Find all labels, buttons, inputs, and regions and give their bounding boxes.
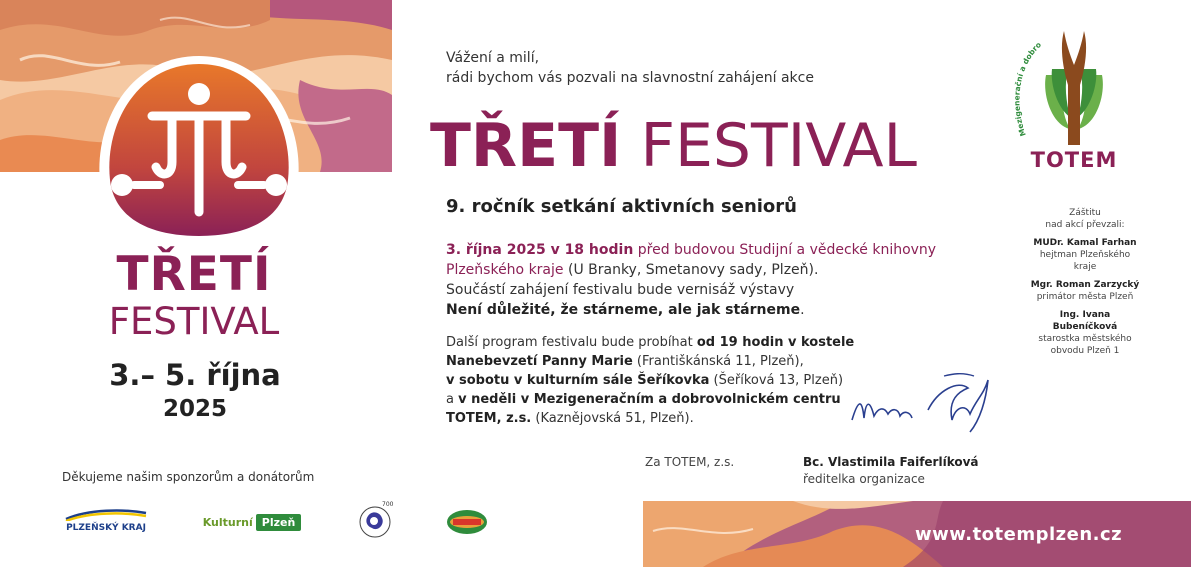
patron-name: Ing. Ivana Bubeníčková (1052, 310, 1118, 332)
kulturni-label: Kulturní (202, 515, 253, 529)
main-title-treti: TŘETÍ (430, 111, 622, 181)
signature-scribble (848, 370, 998, 440)
sponsor-kulturni-plzen-logo (199, 508, 305, 536)
greeting-line-2: rádi bychom vás pozvali na slavnostní zahájení akce (446, 70, 814, 86)
sponsors-heading: Děkujeme našim sponzorům a donátorům (62, 470, 315, 484)
totem-tree-icon (1012, 25, 1136, 155)
exhibition-period: . (800, 302, 805, 318)
handwritten-signature (848, 370, 998, 440)
plzensky-kraj-arc-icon (64, 509, 148, 521)
plzen-700-icon (352, 500, 398, 540)
patronage-heading-2: nad akcí převzali: (1045, 220, 1125, 230)
greeting-line-1: Vážení a milí, (446, 50, 540, 66)
event-location: před budovou Studijní a vědecké knihovny Plzeňského kraje (446, 242, 937, 278)
sponsor-plzensky-kraj-logo (62, 505, 150, 537)
festival-logo-mark (90, 52, 308, 247)
event-address: (U Branky, Smetanovy sady, Plzeň). (563, 262, 819, 278)
program-saturday: v sobotu v kulturním sále Šeříkovka (446, 373, 710, 388)
totem-name: TOTEM (1030, 148, 1118, 172)
festival-year: 2025 (162, 396, 227, 422)
main-title (430, 113, 917, 179)
signature-name: Bc. Vlastimila Faiferlíková (803, 455, 979, 469)
svg-text:700: 700 (382, 501, 394, 508)
patron-role: hejtman Plzeňského kraje (1039, 250, 1131, 272)
sponsor-700-let-logo (352, 500, 398, 540)
event-datetime: 3. října 2025 v 18 hodin (446, 242, 634, 258)
left-title-treti: TŘETÍ (116, 247, 272, 302)
patron-name: Mgr. Roman Zarzycký (1030, 280, 1140, 290)
program-sunday: v neděli v Mezigeneračním a dobrovolnickém centru TOTEM, z.s. (446, 392, 841, 426)
sponsor-globus-logo (445, 508, 489, 536)
patron-name: MUDr. Kamal Farhan (1033, 238, 1137, 248)
left-title-festival: FESTIVAL (108, 300, 280, 343)
patronage-heading-1: Záštitu (1069, 208, 1101, 218)
program-church-address: (Františkánská 11, Plzeň), (632, 354, 804, 369)
festival-figure-icon (90, 52, 308, 247)
program-paragraph (446, 333, 886, 428)
program-and: a (446, 392, 459, 407)
totem-arc-text: Mezigenerační a dobro (1012, 40, 1043, 138)
program-church: od 19 hodin v kostele Nanebevzetí Panny Marie (446, 335, 855, 369)
plzen-label: Plzeň (256, 514, 302, 531)
festival-dates: 3.– 5. října (109, 358, 281, 392)
website-link[interactable]: www.totemplzen.cz (915, 524, 1123, 545)
globus-icon (445, 508, 489, 536)
main-title-festival: FESTIVAL (640, 111, 917, 181)
program-intro: Další program festivalu bude probíhat (446, 335, 697, 350)
patron-role: starostka městského obvodu Plzeň 1 (1038, 334, 1132, 356)
event-details-paragraph (446, 240, 986, 320)
greeting (446, 48, 814, 88)
exhibition-title: Není důležité, že stárneme, ale jak stárneme (446, 302, 801, 318)
patron-role: primátor města Plzeň (1036, 292, 1134, 302)
plzensky-kraj-label: PLZEŇSKÝ KRAJ (66, 523, 146, 533)
vernisage-intro: Součástí zahájení festivalu bude vernisáž výstavy (446, 282, 795, 298)
patronage-block (1030, 207, 1140, 357)
program-sunday-address: (Kaznějovská 51, Plzeň). (531, 411, 694, 426)
signature-role: ředitelka organizace (803, 472, 925, 486)
subtitle: 9. ročník setkání aktivních seniorů (446, 196, 797, 217)
signature-organization: Za TOTEM, z.s. (645, 455, 735, 469)
program-saturday-address: (Šeříková 13, Plzeň) (709, 373, 844, 388)
